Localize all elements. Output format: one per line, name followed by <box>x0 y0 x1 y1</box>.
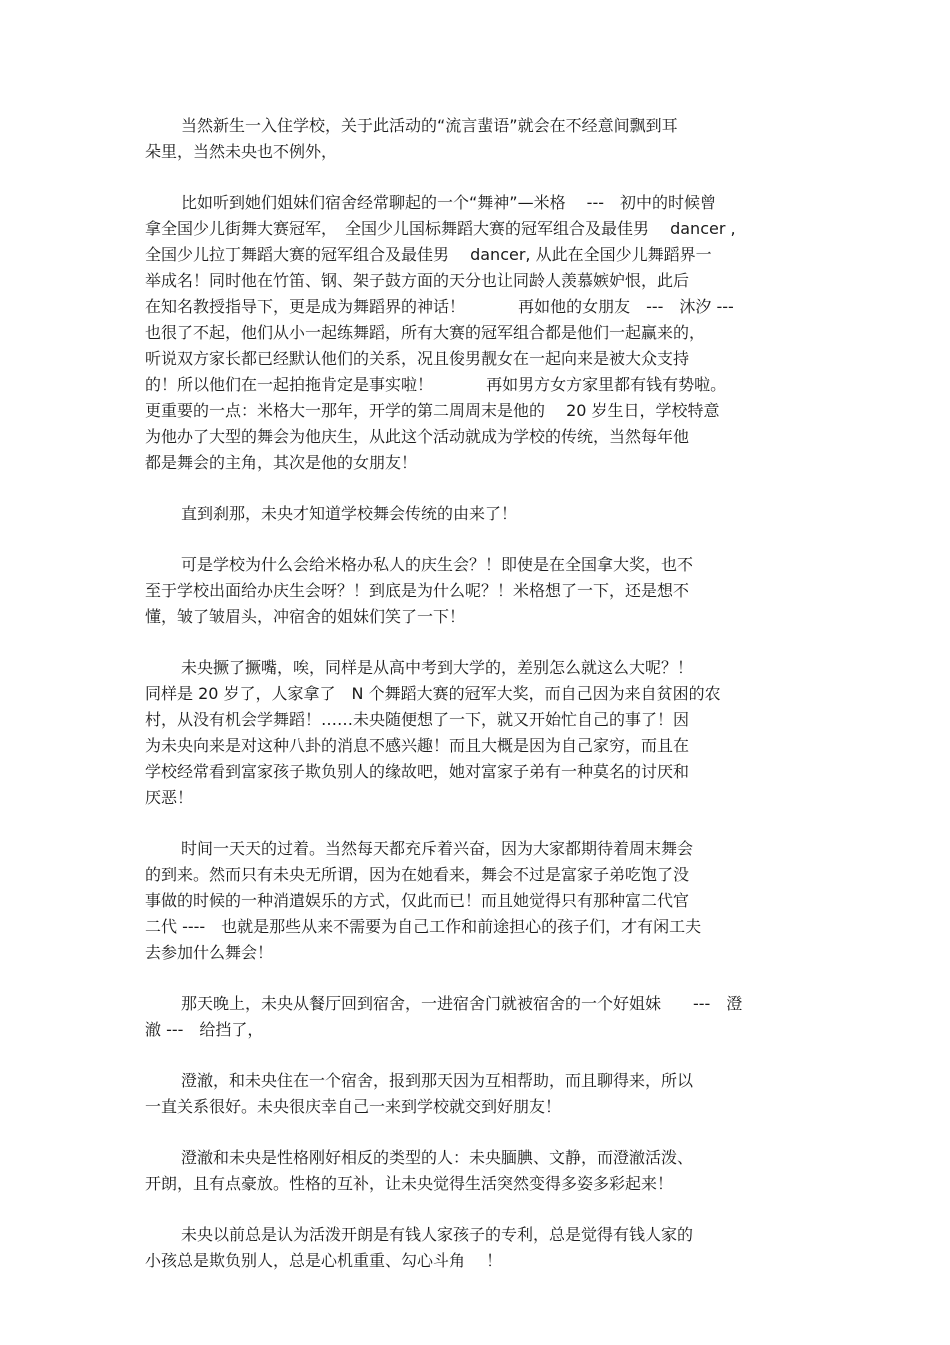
document-body <box>145 113 813 1299</box>
paragraph <box>145 113 813 165</box>
text-line: 懂，皱了皱眉头，冲宿舍的姐妹们笑了一下！ <box>145 607 466 626</box>
paragraph <box>145 501 813 527</box>
paragraph <box>145 1145 813 1197</box>
text-line: 未央以前总是认为活泼开朗是有钱人家孩子的专利，总是觉得有钱人家的 <box>181 1225 694 1244</box>
text-line: 学校经常看到富家孩子欺负别人的缘故吧，她对富家子弟有一种莫名的讨厌和 <box>145 762 690 781</box>
text-line: 为未央向来是对这种八卦的消息不感兴趣！而且大概是因为自己家穷，而且在 <box>145 736 690 755</box>
text-line: 未央撅了撅嘴，唉，同样是从高中考到大学的，差别怎么就这么大呢？！ <box>181 658 694 677</box>
text-line: 那天晚上，未央从餐厅回到宿舍，一进宿舍门就被宿舍的一个好姐妹 --- 澄 <box>181 994 743 1013</box>
text-line: 可是学校为什么会给米格办私人的庆生会？！即使是在全国拿大奖，也不 <box>181 555 694 574</box>
text-line: 事做的时候的一种消遣娱乐的方式，仅此而已！而且她觉得只有那种富二代官 <box>145 891 690 910</box>
paragraph <box>145 190 813 476</box>
text-line: 二代 ---- 也就是那些从来不需要为自己工作和前途担心的孩子们，才有闲工夫 <box>145 917 702 936</box>
text-line: 澈 --- 给挡了， <box>145 1020 264 1039</box>
text-line: 一直关系很好。未央很庆幸自己一来到学校就交到好朋友！ <box>145 1097 562 1116</box>
paragraph <box>145 655 813 811</box>
paragraph <box>145 1068 813 1120</box>
text-line: 厌恶！ <box>145 788 194 807</box>
text-line: 同样是 20 岁了，人家拿了 N 个舞蹈大赛的冠军大奖，而自己因为来自贫困的农 <box>145 684 721 703</box>
text-line: 听说双方家长都已经默认他们的关系，况且俊男靓女在一起向来是被大众支持 <box>145 349 690 368</box>
text-line: 小孩总是欺负别人，总是心机重重、勾心斗角 ！ <box>145 1251 503 1270</box>
text-line: 举成名！同时他在竹笛、钢、架子鼓方面的天分也让同龄人羡慕嫉妒恨，此后 <box>145 271 690 290</box>
text-line: 的！所以他们在一起拍拖肯定是事实啦！ 再如男方女方家里都有钱有势啦。 <box>145 375 727 394</box>
text-line: 的到来。然而只有未央无所谓，因为在她看来，舞会不过是富家子弟吃饱了没 <box>145 865 690 884</box>
text-line: 当然新生一入住学校，关于此活动的“流言蜚语”就会在不经意间飘到耳 <box>181 116 678 135</box>
text-line: 也很了不起，他们从小一起练舞蹈，所有大赛的冠军组合都是他们一起赢来的， <box>145 323 706 342</box>
text-line: 都是舞会的主角，其次是他的女朋友！ <box>145 453 418 472</box>
text-line: 直到刹那，未央才知道学校舞会传统的由来了！ <box>181 504 518 523</box>
text-line: 澄澈，和未央住在一个宿舍，报到那天因为互相帮助，而且聊得来，所以 <box>181 1071 694 1090</box>
paragraph <box>145 1222 813 1274</box>
paragraph <box>145 991 813 1043</box>
text-line: 在知名教授指导下，更是成为舞蹈界的神话！ 再如他的女朋友 --- 沐汐 --- <box>145 297 734 316</box>
text-line: 时间一天天的过着。当然每天都充斥着兴奋，因为大家都期待着周末舞会 <box>181 839 694 858</box>
text-line: 去参加什么舞会！ <box>145 943 274 962</box>
text-line: 更重要的一点：米格大一那年，开学的第二周周末是他的 20 岁生日，学校特意 <box>145 401 720 420</box>
text-line: 朵里，当然未央也不例外， <box>145 142 338 161</box>
text-line: 比如听到她们姐妹们宿舍经常聊起的一个“舞神”—米格 --- 初中的时候曾 <box>181 193 716 212</box>
text-line: 澄澈和未央是性格刚好相反的类型的人：未央腼腆、文静，而澄澈活泼、 <box>181 1148 694 1167</box>
paragraph <box>145 552 813 630</box>
text-line: 村，从没有机会学舞蹈！……未央随便想了一下，就又开始忙自己的事了！因 <box>145 710 690 729</box>
text-line: 开朗，且有点豪放。性格的互补，让未央觉得生活突然变得多姿多彩起来！ <box>145 1174 674 1193</box>
text-line: 至于学校出面给办庆生会呀？！到底是为什么呢？！米格想了一下，还是想不 <box>145 581 690 600</box>
text-line: 拿全国少儿街舞大赛冠军， 全国少儿国标舞蹈大赛的冠军组合及最佳男 dancer , <box>145 219 736 238</box>
text-line: 为他办了大型的舞会为他庆生，从此这个活动就成为学校的传统，当然每年他 <box>145 427 690 446</box>
text-line: 全国少儿拉丁舞蹈大赛的冠军组合及最佳男 dancer, 从此在全国少儿舞蹈界一 <box>145 245 712 264</box>
paragraph <box>145 836 813 966</box>
